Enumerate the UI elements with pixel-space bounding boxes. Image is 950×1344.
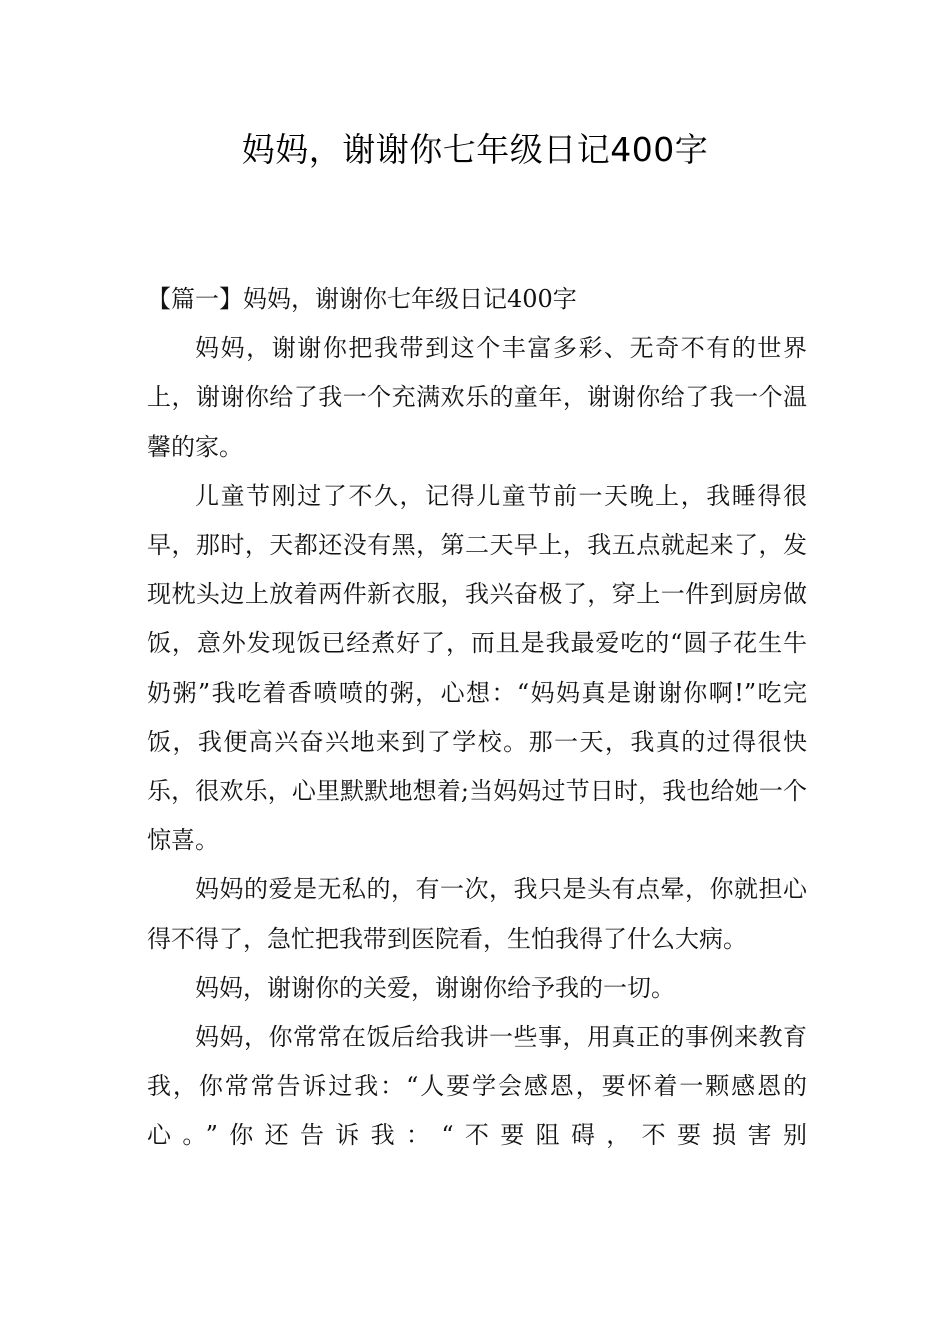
paragraph-5: 妈妈，你常常在饭后给我讲一些事，用真正的事例来教育我，你常常告诉过我：“人要学会感恩，要怀着一颗感恩的心。”你还告诉我：“不要阻碍，不要损害别	[147, 1023, 807, 1150]
paragraph-3: 妈妈的爱是无私的，有一次，我只是头有点晕，你就担心得不得了，急忙把我带到医院看，生怕我得了什么大病。	[147, 875, 807, 953]
section-heading: 【篇一】妈妈，谢谢你七年级日记400字	[147, 285, 577, 313]
document-body	[147, 275, 807, 1161]
paragraph-4: 妈妈，谢谢你的关爱，谢谢你给予我的一切。	[195, 973, 675, 1002]
document-title: 妈妈，谢谢你七年级日记400字	[241, 130, 709, 169]
paragraph-1: 妈妈，谢谢你把我带到这个丰富多彩、无奇不有的世界上，谢谢你给了我一个充满欢乐的童年，谢谢你给了我一个温馨的家。	[147, 334, 807, 461]
paragraph-2: 儿童节刚过了不久，记得儿童节前一天晚上，我睡得很早，那时，天都还没有黑，第二天早上，我五点就起来了，发现枕头边上放着两件新衣服，我兴奋极了，穿上一件到厨房做饭，意外发现饭已经煮好了，而且是我最爱吃的“圆子花生牛奶粥”我吃着香喷喷的粥，心想：“妈妈真是谢谢你啊!”吃完饭，我便高兴奋兴地来到了学校。那一天，我真的过得很快乐，很欢乐，心里默默地想着;当妈妈过节日时，我也给她一个惊喜。	[147, 481, 807, 855]
